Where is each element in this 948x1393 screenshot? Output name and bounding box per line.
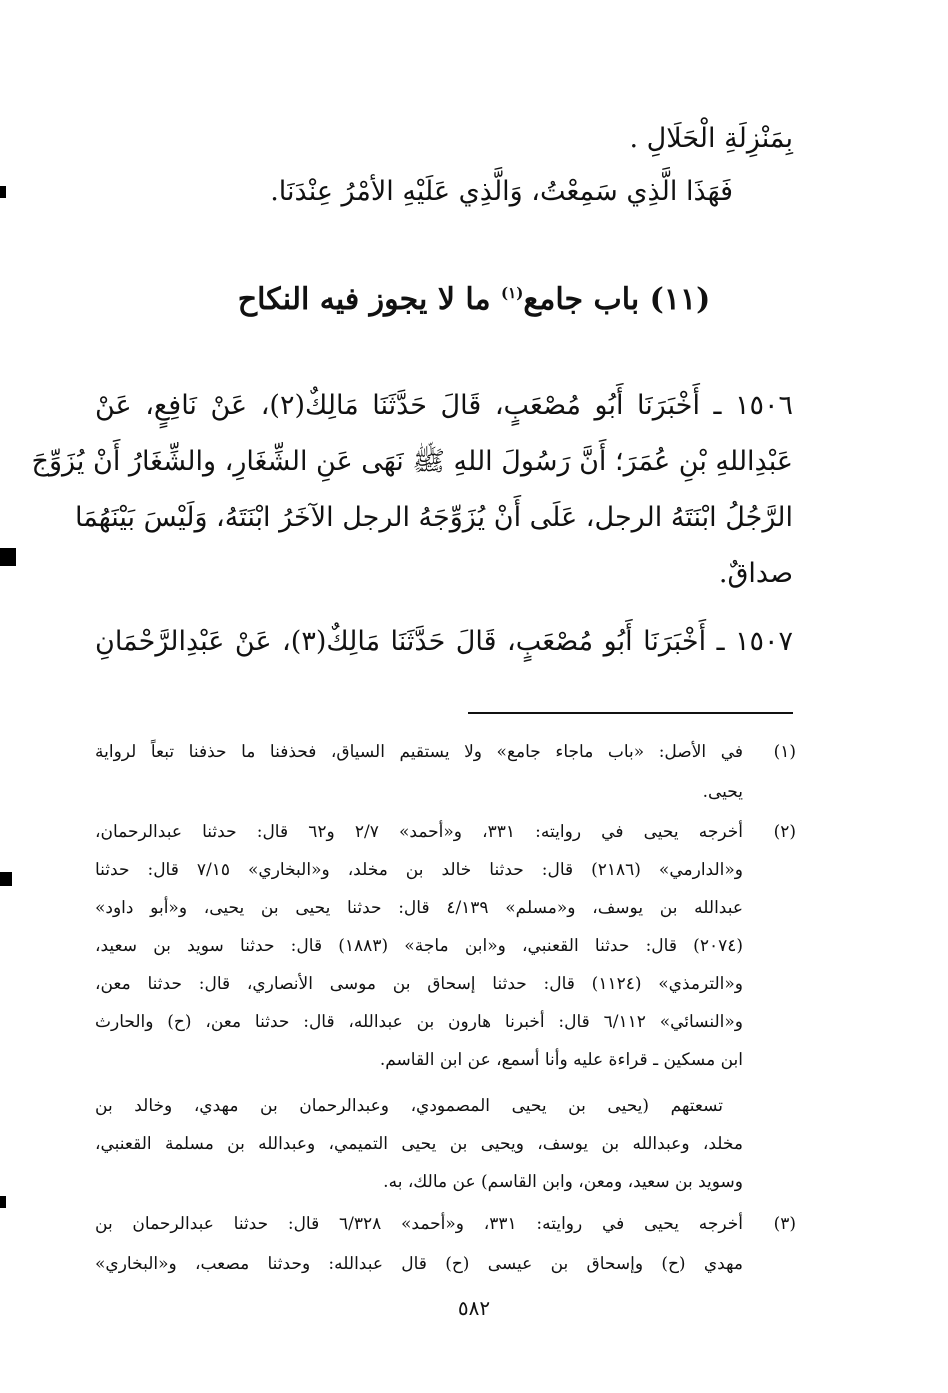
scan-edge-mark [0,548,16,566]
footnote-3-line-1: أخرجه يحيى في روايته: ٣٣١، و«أحمد» ٦/٣٢٨ قال: حدثنا عبدالرحمان بن [95,1214,743,1234]
footnote-2-para2-line-1: تسعتهم (يحيى بن يحيى المصمودي، وعبدالرحمان بن مهدي، وخالد بن [95,1096,723,1116]
footnote-3-line-2: مهدي (ح) وإسحاق بن عيسى (ح) قال عبدالله: وحدثنا مصعب، و«البخاري» [95,1254,743,1274]
footnote-1-line-1: في الأصل: «باب ماجاء جامع» ولا يستقيم السياق، فحذفنا ما حذفنا تبعاً لرواية [95,742,743,762]
chapter-footnote-ref[interactable]: (١) [501,284,524,302]
hadith-1506-line-3: الرَّجُلُ ابْنَتَهُ الرجل، عَلَى أَنْ يُزَوِّجَهُ الرجل الآخَرُ ابْنَتَهُ، وَلَيْسَ بَيْنَهُمَا [74,502,793,533]
footnote-2-line-4: (٢٠٧٤) قال: حدثنا القعنبي، و«ابن ماجة» (١٨٨٣) قال: حدثنا سويد بن سعيد، [95,936,743,956]
footnote-2-line-7: ابن مسكين ـ قراءة عليه وأنا أسمع، عن ابن القاسم. [379,1050,743,1070]
chapter-heading [0,282,948,317]
footnote-3-number: (٣) [773,1214,796,1234]
footnote-2-line-5: و«الترمذي» (١١٢٤) قال: حدثنا إسحاق بن موسى الأنصاري، قال: حدثنا معن، [95,974,743,994]
hadith-1506-line-4: صداقٌ. [718,558,793,589]
page-number: ٥٨٢ [457,1296,491,1320]
footnote-1-line-2: يحيى. [702,782,743,802]
footnote-2-para2-line-3: وسويد بن سعيد، ومعن، وابن القاسم) عن مالك، به. [383,1172,743,1192]
footnote-2-line-2: و«الدارمي» (٢١٨٦) قال: حدثنا خالد بن مخلد، و«البخاري» ٧/١٥ قال: حدثنا [95,860,743,880]
footnote-separator [468,712,793,714]
scan-edge-mark [0,186,6,198]
scan-edge-mark [0,1196,6,1208]
hadith-1506-line-2: عَبْدِاللهِ بْنِ عُمَرَ؛ أَنَّ رَسُولَ اللهِ ﷺ نَهَى عَنِ الشِّغَارِ، والشِّغَارُ أَنْ يُزَوِّجَ [31,446,793,477]
footnote-2-line-3: عبدالله بن يوسف، و«مسلم» ٤/١٣٩ قال: حدثنا يحيى بن يحيى، و«أبو داود» [95,898,743,918]
chapter-title-main: (١١) باب جامع [523,282,711,317]
footnote-2-line-6: و«النسائي» ٦/١١٢ قال: أخبرنا هارون بن عبدالله، قال: حدثنا معن، (ح) والحارث [95,1012,744,1032]
hadith-1506-line-1: ١٥٠٦ ـ أَخْبَرَنَا أَبُو مُصْعَبٍ، قَالَ حَدَّثَنَا مَالِكٌ(٢)، عَنْ نَافِعٍ، عَنْ [95,390,793,421]
opening-line-2: فَهَذَا الَّذِي سَمِعْتُ، وَالَّذِي عَلَيْهِ الأمْرُ عِنْدَنَا. [270,176,733,207]
hadith-1507-line-1: ١٥٠٧ ـ أَخْبَرَنَا أَبُو مُصْعَبٍ، قَالَ حَدَّثَنَا مَالِكٌ(٣)، عَنْ عَبْدِالرَّحْمَانِ [95,626,793,657]
footnote-2-number: (٢) [773,822,796,842]
footnote-2-para2-line-2: مخلد، وعبدالله بن يوسف، ويحيى بن يحيى التميمي، وعبدالله بن مسلمة القعنبي، [95,1134,743,1154]
opening-line-1: بِمَنْزِلَةِ الْحَلَالِ . [629,123,793,154]
chapter-title-rest: ما لا يجوز فيه النكاح [237,282,502,317]
footnote-2-line-1: أخرجه يحيى في روايته: ٣٣١، و«أحمد» ٢/٧ و٦٢ قال: حدثنا عبدالرحمان، [95,822,743,842]
scan-edge-mark [0,872,12,886]
footnote-1-number: (١) [773,742,796,762]
